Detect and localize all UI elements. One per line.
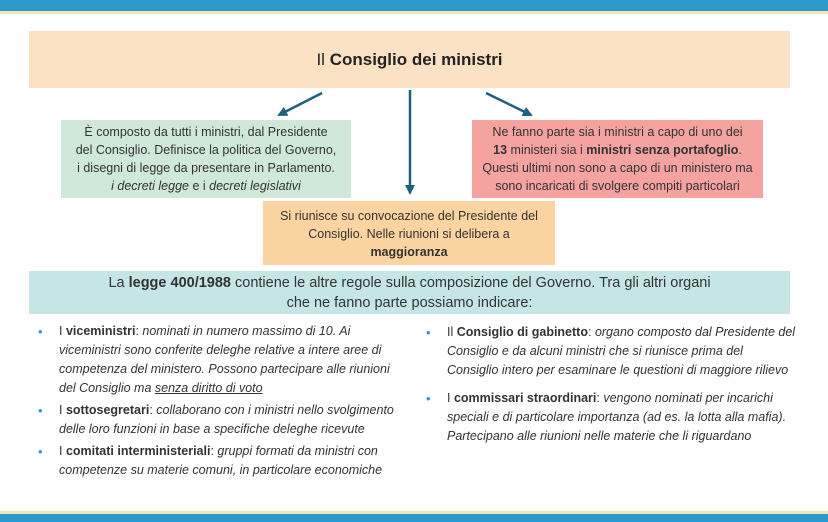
- bullet-icon: •: [426, 325, 431, 340]
- bullet-icon: •: [38, 444, 43, 459]
- law-box: La legge 400/1988 contiene le altre regole sulla composizione del Governo. Tra gli altri organi che ne fanno parte possiamo indicare:: [29, 271, 790, 314]
- arrow-right: [486, 93, 531, 115]
- members-box: Ne fanno parte sia i ministri a capo di uno dei 13 ministeri sia i ministri senza portafoglio. Questi ultimi non sono a capo di un ministero ma sono incaricati di svolgere compiti particolari: [472, 120, 763, 198]
- list-item-sottosegretari: • I sottosegretari: collaborano con i ministri nello svolgimento delle loro funzioni in base a specifiche deleghe ricevute: [38, 403, 394, 436]
- list-item-comitati: • I comitati interministeriali: gruppi formati da ministri con competenze su materie comuni, in particolare economiche: [38, 444, 383, 477]
- composition-box: È composto da tutti i ministri, dal Presidente del Consiglio. Definisce la politica del Governo, i disegni di legge da presentare in Parlamento. i decreti legge e i decreti legislativi: [61, 120, 351, 198]
- organs-list-left: [38, 322, 398, 480]
- bottom-bar: [0, 511, 828, 522]
- list-item-commissari: • I commissari straordinari: vengono nominati per incarichi speciali e di particolare importanza (ad es. la lotta alla mafia). Partecipano alle riunioni nelle materie che li riguardano: [426, 391, 787, 443]
- title-text: Il Consiglio dei ministri: [316, 49, 503, 69]
- list-item-consiglio-gabinetto: • Il Consiglio di gabinetto: organo composto dal Presidente del Consiglio e da alcuni ministri che si riunisce prima del Consiglio intero per esaminare le questioni di maggiore rilievo: [426, 325, 796, 377]
- bullet-icon: •: [426, 391, 431, 406]
- title-box: [29, 31, 790, 88]
- meeting-box: Si riunisce su convocazione del Presidente del Consiglio. Nelle riunioni si delibera a maggioranza: [263, 201, 555, 265]
- organs-list-right: [426, 323, 796, 446]
- arrow-left: [279, 93, 322, 115]
- bullet-icon: •: [38, 324, 43, 339]
- bullet-icon: •: [38, 403, 43, 418]
- list-item-viceministri: • I viceministri: nominati in numero massimo di 10. Ai viceministri sono conferite deleghe relative a intere aree di competenza del ministero. Possono partecipare alle riunioni del Consiglio ma senza diritto di voto: [38, 324, 390, 395]
